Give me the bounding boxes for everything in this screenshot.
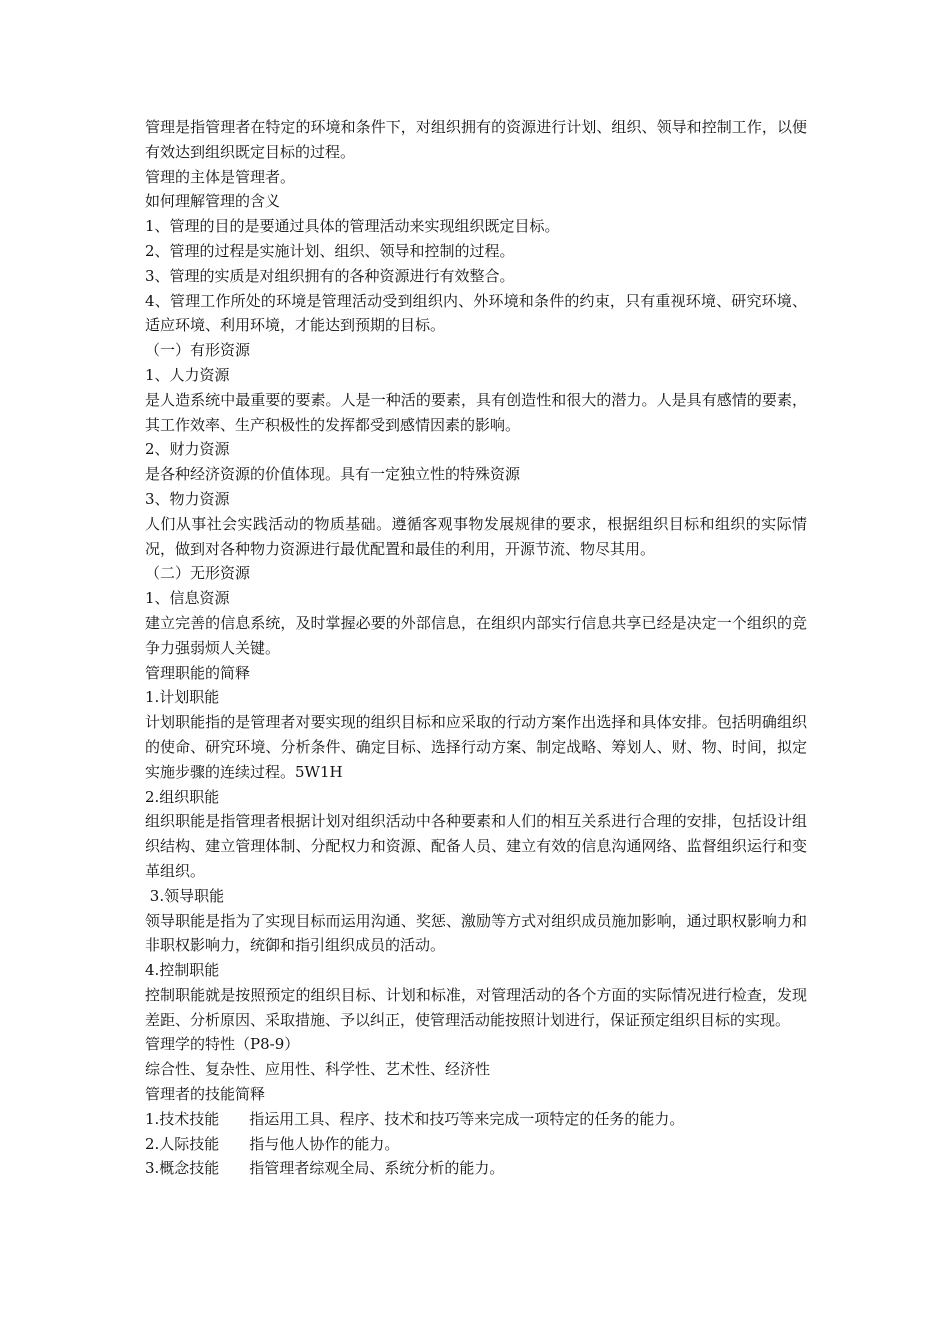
list-item-2: 2、管理的过程是实施计划、组织、领导和控制的过程。 (145, 241, 515, 260)
paragraph-financial-resources: 是各种经济资源的价值体现。具有一定独立性的特殊资源 (145, 465, 521, 484)
heading-tangible-resources: （一）有形资源 (145, 341, 251, 360)
paragraph-organizing-function: 组织职能是指管理者根据计划对组织活动中各种要素和人们的相互关系进行合理的安排，包括设计组织结构、建立管理体制、分配权力和资源、配备人员、建立有效的信息沟通网络、监督组织运行和变革组织。 (145, 812, 807, 880)
list-item-1: 1、管理的目的是要通过具体的管理活动来实现组织既定目标。 (145, 217, 560, 236)
skill-technical: 1.技术技能 指运用工具、程序、技术和技巧等来完成一项特定的任务的能力。 (145, 1109, 685, 1128)
heading-controlling-function: 4.控制职能 (145, 961, 220, 980)
paragraph-controlling-function: 控制职能就是按照预定的组织目标、计划和标准，对管理活动的各个方面的实际情况进行检查，发现差距、分析原因、采取措施、予以纠正，使管理活动能按照计划进行，保证预定组织目标的实现。 (145, 985, 807, 1029)
paragraph-material-resources: 人们从事社会实践活动的物质基础。遵循客观事物发展规律的要求，根据组织目标和组织的实际情况，做到对各种物力资源进行最优配置和最佳的利用，开源节流、物尽其用。 (145, 514, 807, 558)
list-item-3: 3、管理的实质是对组织拥有的各种资源进行有效整合。 (145, 266, 515, 285)
heading-information-resources: 1、信息资源 (145, 589, 230, 608)
heading-management-functions: 管理职能的简释 (145, 663, 251, 682)
paragraph-management-subject: 管理的主体是管理者。 (145, 167, 296, 186)
heading-leading-function: 3.领导职能 (145, 886, 225, 905)
list-item-4: 4、管理工作所处的环境是管理活动受到组织内、外环境和条件的约束，只有重视环境、研究环境、适应环境、利用环境，才能达到预期的目标。 (145, 291, 807, 335)
heading-material-resources: 3、物力资源 (145, 489, 230, 508)
heading-intangible-resources: （二）无形资源 (145, 564, 251, 583)
paragraph-information-resources: 建立完善的信息系统，及时掌握必要的外部信息，在组织内部实行信息共享已经是决定一个组织的竞争力强弱烦人关键。 (145, 613, 807, 657)
heading-understanding-management: 如何理解管理的含义 (145, 192, 281, 211)
skill-conceptual: 3.概念技能 指管理者综观全局、系统分析的能力。 (145, 1159, 505, 1178)
heading-manager-skills: 管理者的技能简释 (145, 1085, 266, 1104)
paragraph-leading-function: 领导职能是指为了实现目标而运用沟通、奖惩、激励等方式对组织成员施加影响，通过职权影响力和非职权影响力，统御和指引组织成员的活动。 (145, 911, 807, 955)
heading-organizing-function: 2.组织职能 (145, 787, 220, 806)
heading-planning-function: 1.计划职能 (145, 688, 220, 707)
paragraph-planning-function: 计划职能指的是管理者对要实现的组织目标和应采取的行动方案作出选择和具体安排。包括明确组织的使命、研究环境、分析条件、确定目标、选择行动方案、制定战略、筹划人、财、物、时间，拟定实施步骤的连续过程。5W1H (145, 713, 807, 781)
paragraph-human-resources: 是人造系统中最重要的要素。人是一种活的要素，具有创造性和很大的潜力。人是具有感情的要素，其工作效率、生产积极性的发挥都受到感情因素的影响。 (145, 390, 807, 434)
paragraph-management-characteristics: 综合性、复杂性、应用性、科学性、艺术性、经济性 (145, 1060, 491, 1079)
heading-human-resources: 1、人力资源 (145, 365, 230, 384)
skill-interpersonal: 2.人际技能 指与他人协作的能力。 (145, 1134, 400, 1153)
heading-management-characteristics: 管理学的特性（P8-9） (145, 1035, 300, 1054)
paragraph-management-definition: 管理是指管理者在特定的环境和条件下，对组织拥有的资源进行计划、组织、领导和控制工作，以便有效达到组织既定目标的过程。 (145, 118, 807, 161)
heading-financial-resources: 2、财力资源 (145, 440, 230, 459)
